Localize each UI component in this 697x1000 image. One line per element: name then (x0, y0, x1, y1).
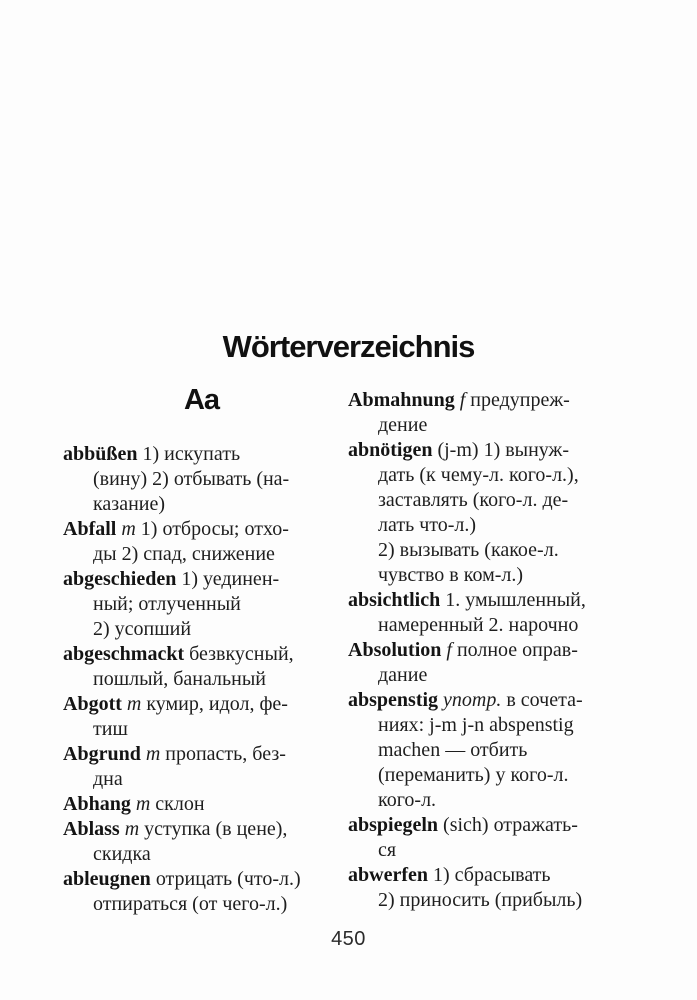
dictionary-entry (63, 567, 340, 642)
entry-line: 2) приносить (прибыль) (378, 889, 583, 911)
entry-line: чувство в ком-л.) (378, 564, 524, 586)
entry-line: 2) вызывать (какое-л. (378, 539, 559, 561)
entry-line: заставлять (кого-л. де- (378, 489, 569, 511)
entry-headword-line: Abgrund m пропасть, без- (63, 743, 286, 765)
entry-headword-line: Abfall m 1) отбросы; отхо- (63, 518, 289, 540)
dictionary-entry (63, 517, 340, 567)
dictionary-entry (348, 638, 640, 688)
dictionary-entry (63, 817, 340, 867)
entry-line: дать (к чему-л. кого-л.), (378, 464, 579, 486)
entry-headword-line: abwerfen 1) сбрасывать (348, 864, 551, 886)
entry-line: дна (93, 768, 123, 790)
entry-line: ся (378, 839, 397, 861)
entry-line: тиш (93, 718, 128, 740)
dictionary-entry (348, 863, 640, 913)
entry-headword-line: abnötigen (j-m) 1) вынуж- (348, 439, 570, 461)
column-left-entries (63, 442, 340, 917)
dictionary-entry (348, 688, 640, 813)
entry-headword-line: Ablass m уступка (в цене), (63, 818, 288, 840)
entry-line: намеренный 2. нарочно (378, 614, 579, 636)
section-letter-heading: Aa (183, 384, 220, 416)
entry-headword-line: ableugnen отрицать (что-л.) (63, 868, 301, 890)
column-right (348, 385, 640, 917)
entry-line: ды 2) спад, снижение (93, 543, 275, 565)
entry-line: ниях: j-m j-n abspenstig (378, 714, 574, 736)
entry-line: дание (378, 664, 428, 686)
entry-line: (вину) 2) отбывать (на- (93, 468, 290, 490)
dictionary-entry (63, 867, 340, 917)
dictionary-entry (348, 813, 640, 863)
entry-headword-line: abbüßen 1) искупать (63, 443, 241, 465)
entry-line: кого-л. (378, 789, 437, 811)
entry-line: скидка (93, 843, 151, 865)
entry-headword-line: abgeschieden 1) уединен- (63, 568, 280, 590)
dictionary-entry (348, 388, 640, 438)
entry-headword-line: Absolution f полное оправ- (348, 639, 578, 661)
entry-line: лать что-л.) (378, 514, 477, 536)
column-left (63, 385, 340, 917)
entry-headword-line: abspiegeln (sich) отражать- (348, 814, 578, 836)
entry-line: ный; отлученный (93, 593, 241, 615)
dictionary-entry (63, 642, 340, 692)
entry-headword-line: Abhang m склон (63, 793, 205, 815)
entry-line: казание) (93, 493, 166, 515)
dictionary-entry (348, 588, 640, 638)
page-title: Wörterverzeichnis (222, 329, 475, 364)
entry-headword-line: abspenstig употр. в сочета- (348, 689, 583, 711)
dictionary-entry (63, 792, 340, 817)
entry-headword-line: Abgott m кумир, идол, фе- (63, 693, 288, 715)
entry-columns (63, 385, 640, 917)
entry-line: machen — отбить (378, 739, 528, 761)
dictionary-entry (63, 442, 340, 517)
page-number: 450 (331, 928, 366, 950)
entry-line: 2) усопший (93, 618, 192, 640)
entry-headword-line: abgeschmackt безвкусный, (63, 643, 294, 665)
dictionary-entry (63, 692, 340, 742)
entry-line: отпираться (от чего-л.) (93, 893, 288, 915)
entry-headword-line: absichtlich 1. умышленный, (348, 589, 586, 611)
entry-line: пошлый, банальный (93, 668, 266, 690)
entry-headword-line: Abmahnung f предупреж- (348, 389, 570, 411)
entry-line: дение (378, 414, 428, 436)
dictionary-entry (348, 438, 640, 588)
dictionary-entry (63, 742, 340, 792)
column-right-entries (348, 388, 640, 913)
entry-line: (переманить) у кого-л. (378, 764, 569, 786)
